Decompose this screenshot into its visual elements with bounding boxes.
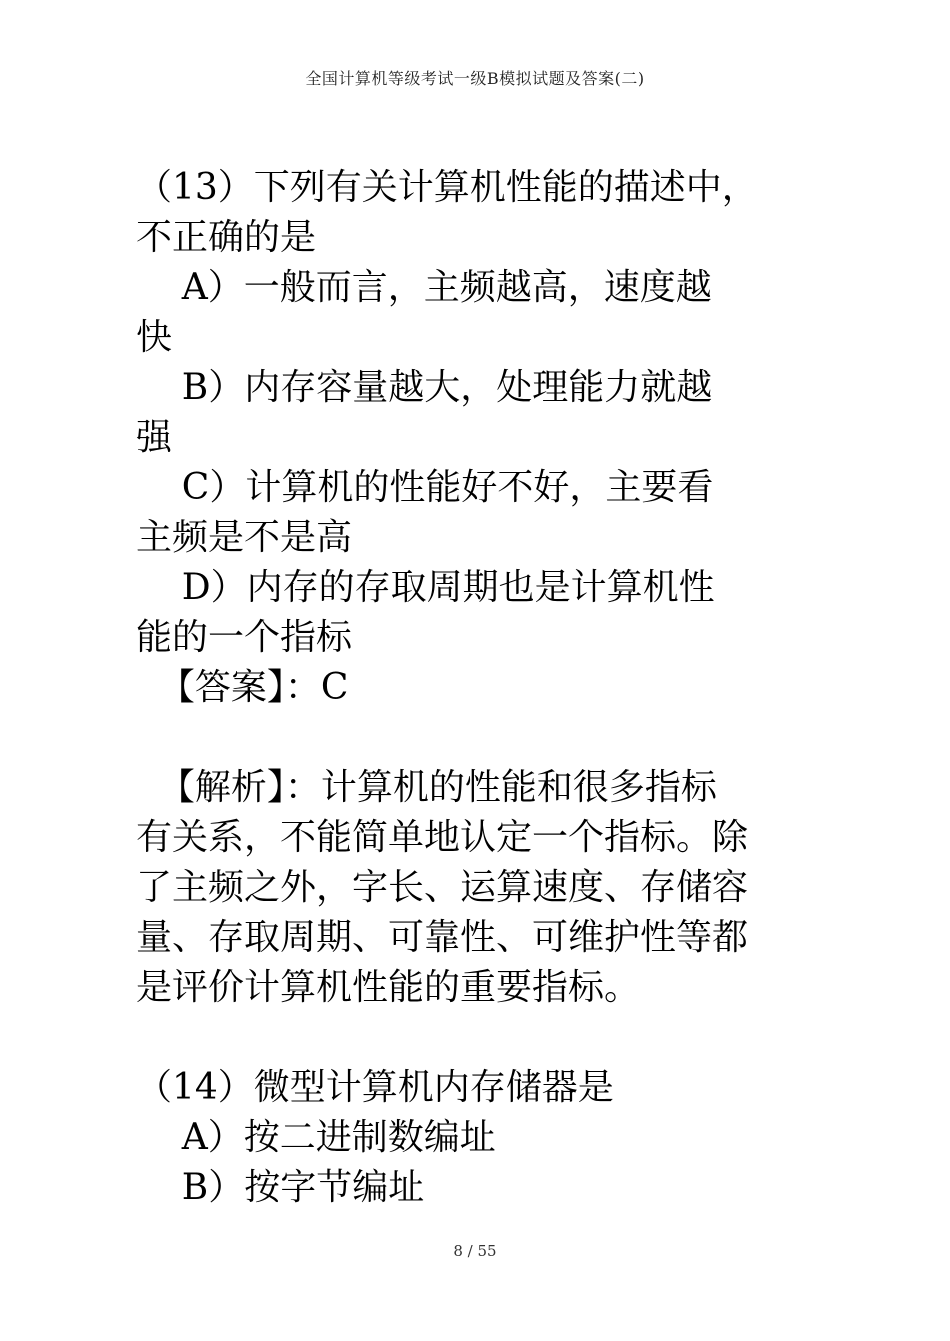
question-13-stem-cont: 不正确的是 bbox=[136, 217, 317, 258]
question-13-analysis-cont: 有关系，不能简单地认定一个指标。除 bbox=[136, 817, 749, 858]
document-body bbox=[136, 163, 808, 1213]
question-13-analysis-cont: 量、存取周期、可靠性、可维护性等都 bbox=[136, 917, 749, 958]
question-13-stem: （13）下列有关计算机性能的描述中， bbox=[136, 167, 758, 208]
question-13-analysis-cont: 是评价计算机性能的重要指标。 bbox=[136, 967, 641, 1008]
question-13-option-c: C）计算机的性能好不好，主要看 bbox=[136, 467, 714, 508]
question-13-option-b-cont: 强 bbox=[136, 417, 173, 458]
question-13-option-a-cont: 快 bbox=[136, 317, 173, 358]
question-13-analysis-cont: 了主频之外，字长、运算速度、存储容 bbox=[136, 867, 749, 908]
question-13-option-d: D）内存的存取周期也是计算机性 bbox=[136, 567, 715, 608]
page-header: 全国计算机等级考试一级B模拟试题及答案(二) bbox=[305, 69, 645, 88]
page-number: 8 / 55 bbox=[453, 1242, 497, 1260]
spacer bbox=[136, 1013, 808, 1063]
question-13-option-b: B）内存容量越大，处理能力就越 bbox=[136, 367, 713, 408]
question-14-option-a: A）按二进制数编址 bbox=[136, 1117, 496, 1158]
question-13-analysis: 【解析】：计算机的性能和很多指标 bbox=[136, 767, 717, 808]
question-13-answer: 【答案】：C bbox=[136, 667, 349, 708]
question-14-stem: （14）微型计算机内存储器是 bbox=[136, 1067, 614, 1108]
question-13-option-c-cont: 主频是不是高 bbox=[136, 517, 353, 558]
question-14-option-b: B）按字节编址 bbox=[136, 1167, 425, 1208]
spacer bbox=[136, 713, 808, 763]
question-13-option-a: A）一般而言，主频越高，速度越 bbox=[136, 267, 712, 308]
question-13-option-d-cont: 能的一个指标 bbox=[136, 617, 353, 658]
